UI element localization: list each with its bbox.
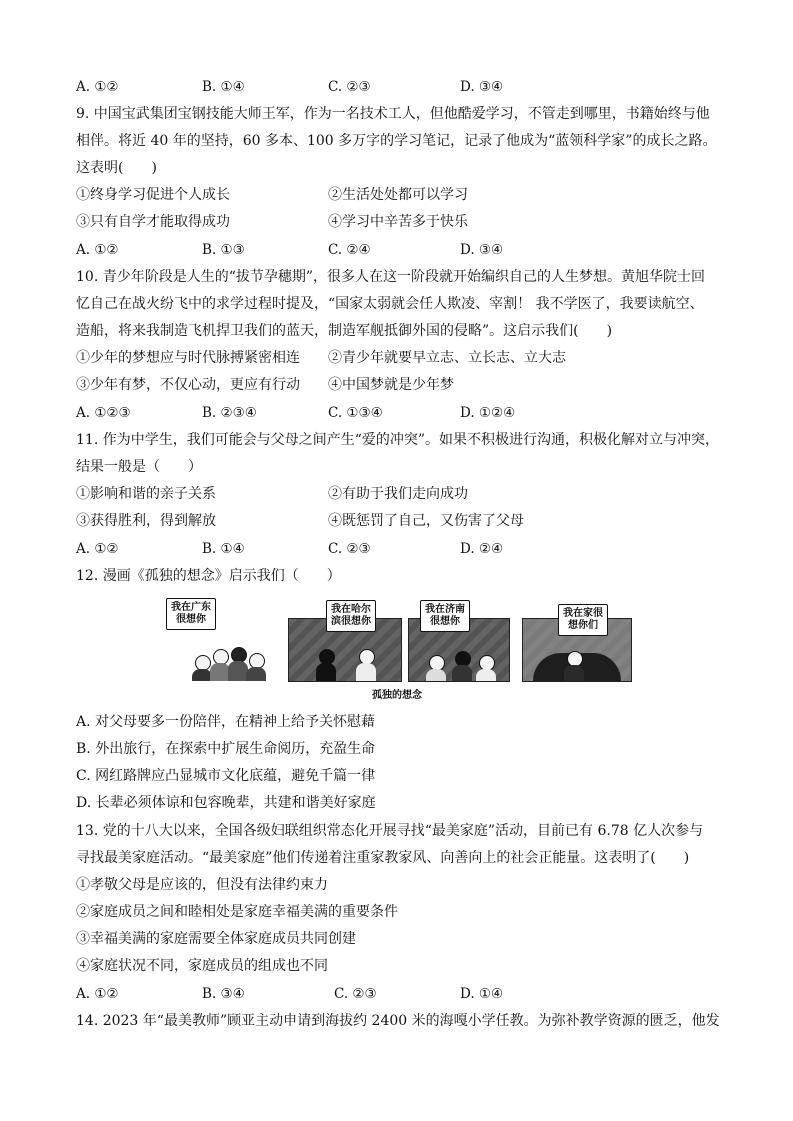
q11-option-d: D. ②④	[460, 541, 504, 557]
q12-option-b: B. 外出旅行，在探索中扩展生命阅历，充盈生命	[76, 741, 376, 757]
option-d: D. ③④	[460, 79, 504, 95]
q11-item: ②有助于我们走向成功	[328, 486, 468, 502]
q9-option-c: C. ②④	[328, 242, 371, 258]
q9-option-a: A. ①②	[76, 242, 119, 258]
q11-option-a: A. ①②	[76, 541, 119, 557]
q13-item: ④家庭状况不同，家庭成员的组成也不同	[76, 958, 328, 974]
q13-option-b: B. ③④	[202, 986, 245, 1002]
q13-option-a: A. ①②	[76, 986, 119, 1002]
speech-bubble-4: 我在家很 想你们	[558, 604, 608, 636]
q11-item: ①影响和谐的亲子关系	[76, 486, 216, 502]
q13-item: ①孝敬父母是应该的，但没有法律约束力	[76, 877, 328, 893]
q13-option-c: C. ②③	[334, 986, 377, 1002]
comic-lonely-missing	[160, 598, 634, 702]
q13-item: ③幸福美满的家庭需要全体家庭成员共同创建	[76, 931, 356, 947]
q9-option-d: D. ③④	[460, 242, 504, 258]
q11-stem-line: 11. 作为中学生，我们可能会与父母之间产生“爱的冲突”。如果不积极进行沟通，积极化解对立与冲突，	[76, 432, 720, 448]
q13-option-d: D. ①④	[460, 986, 504, 1002]
speech-bubble-1: 我在广东 很想你	[166, 598, 216, 630]
q10-item: ①少年的梦想应与时代脉搏紧密相连	[76, 350, 300, 366]
q10-option-c: C. ①③④	[328, 405, 383, 421]
q12-option-a: A. 对父母要多一份陪伴，在精神上给予关怀慰藉	[76, 714, 376, 730]
q10-stem-line: 造船，将来我制造飞机捍卫我们的蓝天，制造军舰抵御外国的侵略”。这启示我们( )	[76, 323, 613, 339]
q10-item: ④中国梦就是少年梦	[328, 377, 454, 393]
q9-stem-line: 相伴。将近 40 年的坚持，60 多本、100 多万字的学习笔记，记录了他成为“蓝领科学家”的成长之路。	[76, 133, 717, 149]
q11-option-b: B. ①④	[202, 541, 245, 557]
speech-bubble-3: 我在济南 很想你	[420, 600, 470, 632]
q11-item: ③获得胜利，得到解放	[76, 513, 216, 529]
q14-stem-line: 14. 2023 年“最美教师”顾亚主动申请到海拔约 2400 米的海嘎小学任教。为弥补教学资源的匮乏，他发	[76, 1013, 720, 1029]
q9-item: ④学习中辛苦多于快乐	[328, 214, 468, 230]
speech-bubble-2: 我在哈尔 滨很想你	[326, 600, 376, 632]
q10-stem-line: 忆自己在战火纷飞中的求学过程时提及，“国家太弱就会任人欺凌、宰割！ 我不学医了，我要读航空、	[76, 296, 704, 312]
q9-item: ③只有自学才能取得成功	[76, 214, 230, 230]
q13-item: ②家庭成员之间和睦相处是家庭幸福美满的重要条件	[76, 904, 398, 920]
q12-stem-line: 12. 漫画《孤独的想念》启示我们（ ）	[76, 568, 341, 584]
q11-option-c: C. ②③	[328, 541, 371, 557]
q10-option-d: D. ①②④	[460, 405, 516, 421]
q11-stem-line: 结果一般是（ ）	[76, 459, 202, 475]
q13-stem-line: 13. 党的十八大以来，全国各级妇联组织常态化开展寻找“最美家庭”活动，目前已有 6.78 亿人次参与	[76, 823, 704, 839]
q10-option-a: A. ①②③	[76, 405, 131, 421]
comic-caption: 孤独的想念	[372, 690, 422, 701]
q9-option-b: B. ①③	[202, 242, 245, 258]
q9-item: ①终身学习促进个人成长	[76, 187, 230, 203]
q12-option-d: D. 长辈必须体谅和包容晚辈，共建和谐美好家庭	[76, 795, 376, 811]
option-a: A. ①②	[76, 79, 119, 95]
q10-item: ③少年有梦，不仅心动，更应有行动	[76, 377, 300, 393]
option-c: C. ②③	[328, 79, 371, 95]
q9-stem-line: 这表明( )	[76, 160, 157, 176]
q13-stem-line: 寻找最美家庭活动。“最美家庭”他们传递着注重家教家风、向善向上的社会正能量。这表明了( )	[76, 850, 690, 866]
option-b: B. ①④	[202, 79, 245, 95]
q11-item: ④既惩罚了自己，又伤害了父母	[328, 513, 524, 529]
q9-stem-line: 9. 中国宝武集团宝钢技能大师王军，作为一名技术工人，但他酷爱学习，不管走到哪里，书籍始终与他	[76, 106, 710, 122]
q10-option-b: B. ②③④	[202, 405, 257, 421]
q10-stem-line: 10. 青少年阶段是人生的“拔节孕穗期”，很多人在这一阶段就开始编织自己的人生梦想。黄旭华院士回	[76, 269, 706, 285]
q12-option-c: C. 网红路牌应凸显城市文化底蕴，避免千篇一律	[76, 768, 376, 784]
q9-item: ②生活处处都可以学习	[328, 187, 468, 203]
q10-item: ②青少年就要早立志、立长志、立大志	[328, 350, 566, 366]
